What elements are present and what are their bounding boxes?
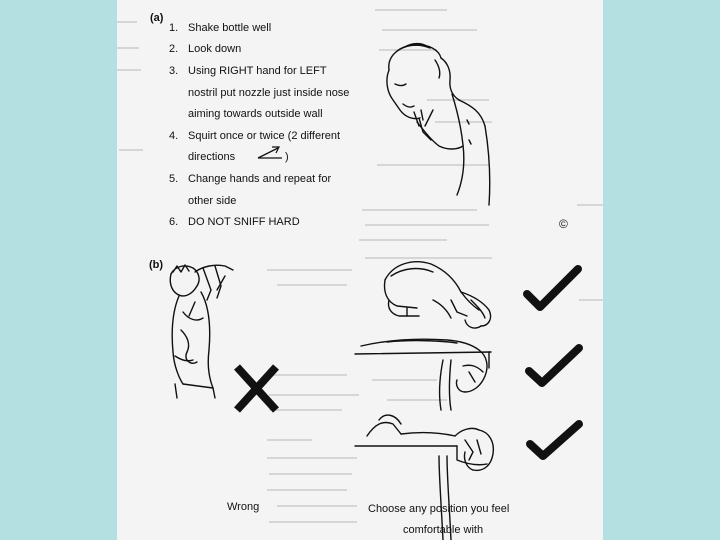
step-4-text-line2: directions	[188, 151, 236, 163]
step-4-paren: )	[285, 151, 289, 163]
kneeling-head-down-illustration	[385, 262, 491, 328]
step-2-text: Look down	[188, 43, 242, 55]
panel-b-label: (b)	[149, 259, 164, 271]
scanned-page	[117, 0, 603, 540]
check-icon	[529, 348, 579, 383]
step-5-text-line2: other side	[188, 195, 237, 207]
lying-on-back-illustration	[355, 415, 493, 540]
head-tilted-back-illustration	[170, 265, 233, 398]
copyright-mark: ©	[559, 217, 568, 231]
step-5-text-line1: Change hands and repeat for	[188, 173, 332, 185]
step-4-text-line1: Squirt once or twice (2 different	[188, 130, 341, 142]
step-3-number: 3.	[169, 65, 179, 77]
wrong-x-icon	[237, 367, 276, 410]
step-1-text: Shake bottle well	[188, 22, 272, 34]
right-caption-line2: comfortable with	[403, 524, 484, 536]
step-6-text: DO NOT SNIFF HARD	[188, 216, 300, 228]
wrong-caption: Wrong	[227, 501, 260, 513]
step-4-number: 4.	[169, 130, 179, 142]
step-3-text-line1: Using RIGHT hand for LEFT	[188, 65, 327, 77]
step-2-number: 2.	[169, 43, 179, 55]
check-icon	[530, 424, 579, 456]
man-using-nasal-spray-illustration	[387, 44, 490, 205]
check-icon	[527, 269, 578, 307]
step-3-text-line2: nostril put nozzle just inside nose	[188, 87, 350, 99]
panel-a-label: (a)	[150, 12, 164, 24]
step-6-number: 6.	[169, 216, 179, 228]
illustrations	[117, 0, 603, 540]
right-caption-line1: Choose any position you feel	[368, 503, 510, 515]
step-5-number: 5.	[169, 173, 179, 185]
lying-head-over-edge-illustration	[355, 339, 491, 410]
step-1-number: 1.	[169, 22, 179, 34]
step-3-text-line3: aiming towards outside wall	[188, 108, 323, 120]
